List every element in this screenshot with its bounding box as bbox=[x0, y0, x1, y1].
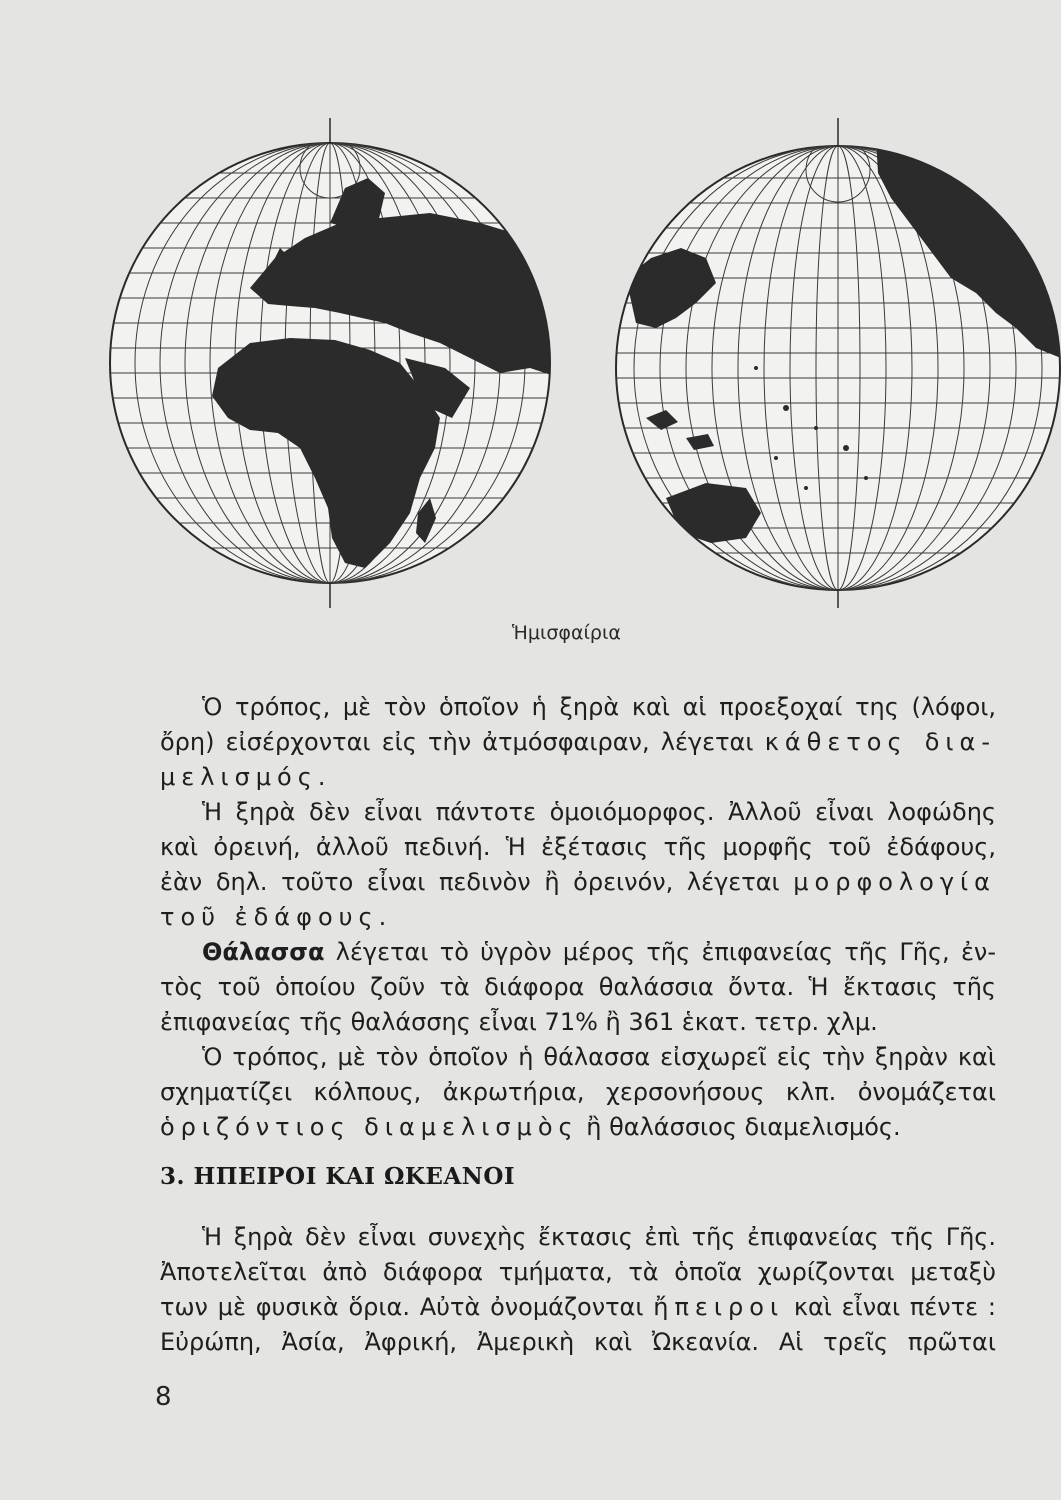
paragraph-sea bbox=[160, 935, 996, 1040]
text-fragment: ὄρη) εἰσέρχονται εἰς τὴν ἀτμόσφαιραν, λέγεται bbox=[160, 728, 754, 756]
text-line bbox=[160, 1290, 996, 1325]
text-line: Ἡ ξηρὰ δὲν εἶναι πάντοτε ὁμοιόμορφος. Ἀλλοῦ εἶναι λοφώδης bbox=[202, 798, 996, 826]
text-line: καὶ ὀρεινή, ἀλλοῦ πεδινή. Ἡ ἐξέτασις τῆς μορφῆς τοῦ ἐδάφους, bbox=[160, 833, 996, 861]
figure-caption: Ἡμισφαίρια bbox=[512, 622, 621, 644]
term-horizontal-articulation: ὁριζόντιος διαμελισμὸς bbox=[160, 1113, 579, 1141]
term-continents: ἤπειροι bbox=[653, 1293, 785, 1321]
text-line: Ἀποτελεῖται ἀπὸ διάφορα τμήματα, τὰ ὁποῖα χωρίζονται μεταξὺ bbox=[160, 1258, 996, 1286]
text-line: μελισμός. bbox=[160, 763, 332, 791]
term-morphology: μορφολογία bbox=[793, 868, 996, 896]
text-fragment: ἐὰν δηλ. τοῦτο εἶναι πεδινὸν ἢ ὀρεινόν, λέγεται bbox=[160, 868, 780, 896]
globe-western-hemisphere bbox=[606, 118, 1061, 612]
term-sea: Θάλασσα bbox=[202, 938, 325, 966]
text-line: Ὁ τρόπος, μὲ τὸν ὁποῖον ἡ θάλασσα εἰσχωρεῖ εἰς τὴν ξηρὰν καὶ bbox=[202, 1043, 996, 1071]
paragraph-continents bbox=[160, 1220, 996, 1360]
section-heading: 3. ΗΠΕΙΡΟΙ ΚΑΙ ΩΚΕΑΝΟΙ bbox=[160, 1163, 516, 1190]
text-line: τὸς τοῦ ὁποίου ζοῦν τὰ διάφορα θαλάσσια ὄντα. Ἡ ἔκτασις τῆς bbox=[160, 973, 996, 1001]
text-line: Ὁ τρόπος, μὲ τὸν ὁποῖον ἡ ξηρὰ καὶ αἱ προεξοχαί της (λόφοι, bbox=[202, 693, 996, 721]
text-fragment: λέγεται τὸ ὑγρὸν μέρος τῆς ἐπιφανείας τῆς Γῆς, ἐν- bbox=[335, 938, 996, 966]
text-line: τοῦ ἐδάφους. bbox=[160, 903, 393, 931]
paragraph-horizontal-articulation bbox=[160, 1040, 996, 1145]
text-line: ἐπιφανείας τῆς θαλάσσης εἶναι 71% ἢ 361 ἑκατ. τετρ. χλμ. bbox=[160, 1008, 878, 1036]
paragraph-morphology bbox=[160, 795, 996, 935]
text-line bbox=[160, 725, 996, 760]
text-line: Εὐρώπη, Ἀσία, Ἀφρική, Ἀμερικὴ καὶ Ὠκεανία. Αἱ τρεῖς πρῶται bbox=[160, 1328, 996, 1356]
text-fragment: καὶ εἶναι πέντε : bbox=[793, 1293, 996, 1321]
text-line bbox=[160, 935, 996, 970]
text-fragment: ἢ θαλάσσιος διαμελισμός. bbox=[586, 1113, 901, 1141]
text-line bbox=[160, 1110, 996, 1145]
text-line: Ἡ ξηρὰ δὲν εἶναι συνεχὴς ἔκτασις ἐπὶ τῆς ἐπιφανείας τῆς Γῆς. bbox=[202, 1223, 996, 1251]
globe-eastern-hemisphere bbox=[100, 118, 560, 612]
text-fragment: των μὲ φυσικὰ ὅρια. Αὐτὰ ὀνομάζονται bbox=[160, 1293, 644, 1321]
text-line: σχηματίζει κόλπους, ἀκρωτήρια, χερσονήσους κλπ. ὀνομάζεται bbox=[160, 1078, 996, 1106]
globe-western-hemisphere-icon bbox=[606, 118, 1061, 608]
paragraph-vertical-articulation bbox=[160, 690, 996, 795]
text-line bbox=[160, 865, 996, 900]
page-number: 8 bbox=[155, 1382, 172, 1412]
term-vertical-articulation: κάθετος δια- bbox=[764, 728, 997, 756]
globe-eastern-hemisphere-icon bbox=[100, 118, 560, 608]
